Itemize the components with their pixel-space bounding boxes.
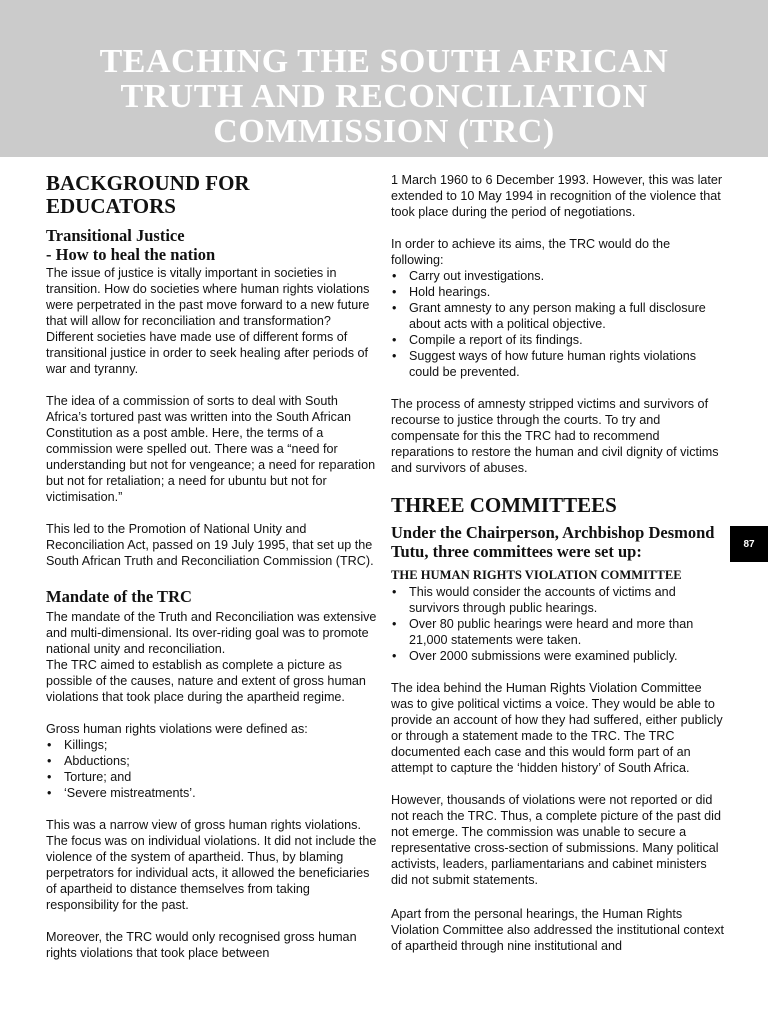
document-title-line: TEACHING THE SOUTH AFRICAN: [99, 43, 669, 80]
document-title-line: COMMISSION (TRC): [213, 113, 555, 150]
list-item: • Hold hearings.: [392, 285, 491, 299]
page-number: 87: [743, 538, 755, 550]
hrv-committee-list: [391, 584, 726, 664]
section-heading-background: [46, 172, 378, 218]
list-item: • Grant amnesty to any person making a full disclosure about acts with a political objective.: [392, 301, 706, 331]
list-item: • Suggest ways of how future human rights violations could be prevented.: [392, 349, 697, 379]
bullet-icon: •: [47, 754, 52, 768]
subheading-line: - How to heal the nation: [46, 245, 216, 264]
page-number-tab: [730, 526, 768, 562]
document-title-line: TRUTH AND RECONCILIATION: [120, 78, 648, 115]
trc-aims-list: [391, 268, 726, 380]
list-item: • This would consider the accounts of victims and survivors through public hearings.: [392, 585, 676, 615]
list-item: • Compile a report of its findings.: [392, 333, 583, 347]
bullet-icon: •: [47, 738, 52, 752]
list-item: • Abductions;: [47, 754, 130, 768]
paragraph: Moreover, the TRC would only recognised gross human rights violations that took place between: [46, 930, 357, 960]
paragraph: 1 March 1960 to 6 December 1993. However, this was later extended to 10 May 1994 in recognition of the violence that took place during the period of negotiations.: [391, 173, 723, 219]
paragraph: However, thousands of violations were not reported or did not reach the TRC. Thus, a complete picture of the past did not emerge. The commission was unable to secure a representative cross-section of submissions. Many political activists, leaders, parliamentarians and cabinet ministers did not submit statements.: [391, 793, 721, 887]
bullet-icon: •: [392, 617, 397, 631]
subheading-mandate: Mandate of the TRC: [46, 587, 192, 606]
bullet-icon: •: [392, 285, 397, 299]
paragraph: The idea behind the Human Rights Violation Committee was to give political victims a voice. They would be able to provide an account of how they had suffered, either publicly or through a statement made to the TRC. The TRC documented each case and this would form part of an attempt to capture the ‘hidden history’ of South Africa.: [391, 681, 723, 775]
bullet-icon: •: [392, 649, 397, 663]
section-heading-line: BACKGROUND FOR: [46, 171, 250, 195]
list-item: • Over 80 public hearings were heard and more than 21,000 statements were taken.: [392, 617, 694, 647]
bullet-icon: •: [392, 301, 397, 315]
list-item: • Killings;: [47, 738, 108, 752]
list-item: • Carry out investigations.: [392, 269, 545, 283]
section-heading-three-committees: THREE COMMITTEES: [391, 493, 617, 517]
list-item: • Over 2000 submissions were examined publicly.: [392, 649, 678, 663]
paragraph: This was a narrow view of gross human rights violations. The focus was on individual violations. It did not include the violence of the system of apartheid. Thus, by blaming perpetrators for individual acts, it allowed the beneficiaries of apartheid to distance themselves from taking responsibility for the past.: [46, 818, 377, 912]
subheading-hrv-committee: THE HUMAN RIGHTS VIOLATION COMMITTEE: [391, 568, 682, 582]
right-column: [391, 172, 726, 954]
bullet-icon: •: [392, 269, 397, 283]
section-heading-line: EDUCATORS: [46, 194, 176, 218]
page-header: [0, 0, 768, 157]
paragraph: In order to achieve its aims, the TRC would do the following:: [391, 237, 671, 267]
subheading-line: Transitional Justice: [46, 226, 185, 245]
paragraph: The idea of a commission of sorts to deal with South Africa’s tortured past was written into the South African Constitution as a post amble. Here, the terms of a commission were spelled out. There was a “need for understanding but not for vengeance; a need for reparation but not for retaliation; a need for ubuntu but not for victimisation.”: [46, 394, 376, 504]
subheading-chairperson: Under the Chairperson, Archbishop Desmond Tutu, three committees were set up:: [391, 523, 715, 561]
subheading-transitional-justice: [46, 226, 378, 264]
paragraph: The process of amnesty stripped victims and survivors of recourse to justice through the courts. To try and compensate for this the TRC had to recommend reparations to restore the human and civil dignity of victims and survivors of abuses.: [391, 397, 719, 475]
list-item: • Torture; and: [47, 770, 132, 784]
paragraph: The issue of justice is vitally important in societies in transition. How do societies where human rights violations were perpetrated in the past move forward to a new future that will allow for reconciliation and transformation? Different societies have made use of different forms of transitional justice in order to seek healing after periods of war and tyranny.: [46, 266, 370, 376]
bullet-icon: •: [392, 349, 397, 363]
paragraph: The TRC aimed to establish as complete a picture as possible of the causes, nature and extent of gross human violations that took place during the apartheid regime.: [46, 658, 366, 704]
bullet-icon: •: [392, 333, 397, 347]
violations-list: [46, 737, 378, 801]
bullet-icon: •: [47, 770, 52, 784]
bullet-icon: •: [47, 786, 52, 800]
bullet-icon: •: [392, 585, 397, 599]
left-column: [46, 172, 378, 961]
document-title: [0, 44, 768, 149]
paragraph: Gross human rights violations were defined as:: [46, 722, 308, 736]
paragraph: Apart from the personal hearings, the Human Rights Violation Committee also addressed the institutional context of apartheid through nine institutional and: [391, 907, 724, 953]
paragraph: This led to the Promotion of National Unity and Reconciliation Act, passed on 19 July 1995, that set up the South African Truth and Reconciliation Commission (TRC).: [46, 522, 374, 568]
list-item: • ‘Severe mistreatments’.: [47, 786, 196, 800]
paragraph: The mandate of the Truth and Reconciliation was extensive and multi-dimensional. Its over-riding goal was to promote national unity and reconciliation.: [46, 610, 377, 656]
